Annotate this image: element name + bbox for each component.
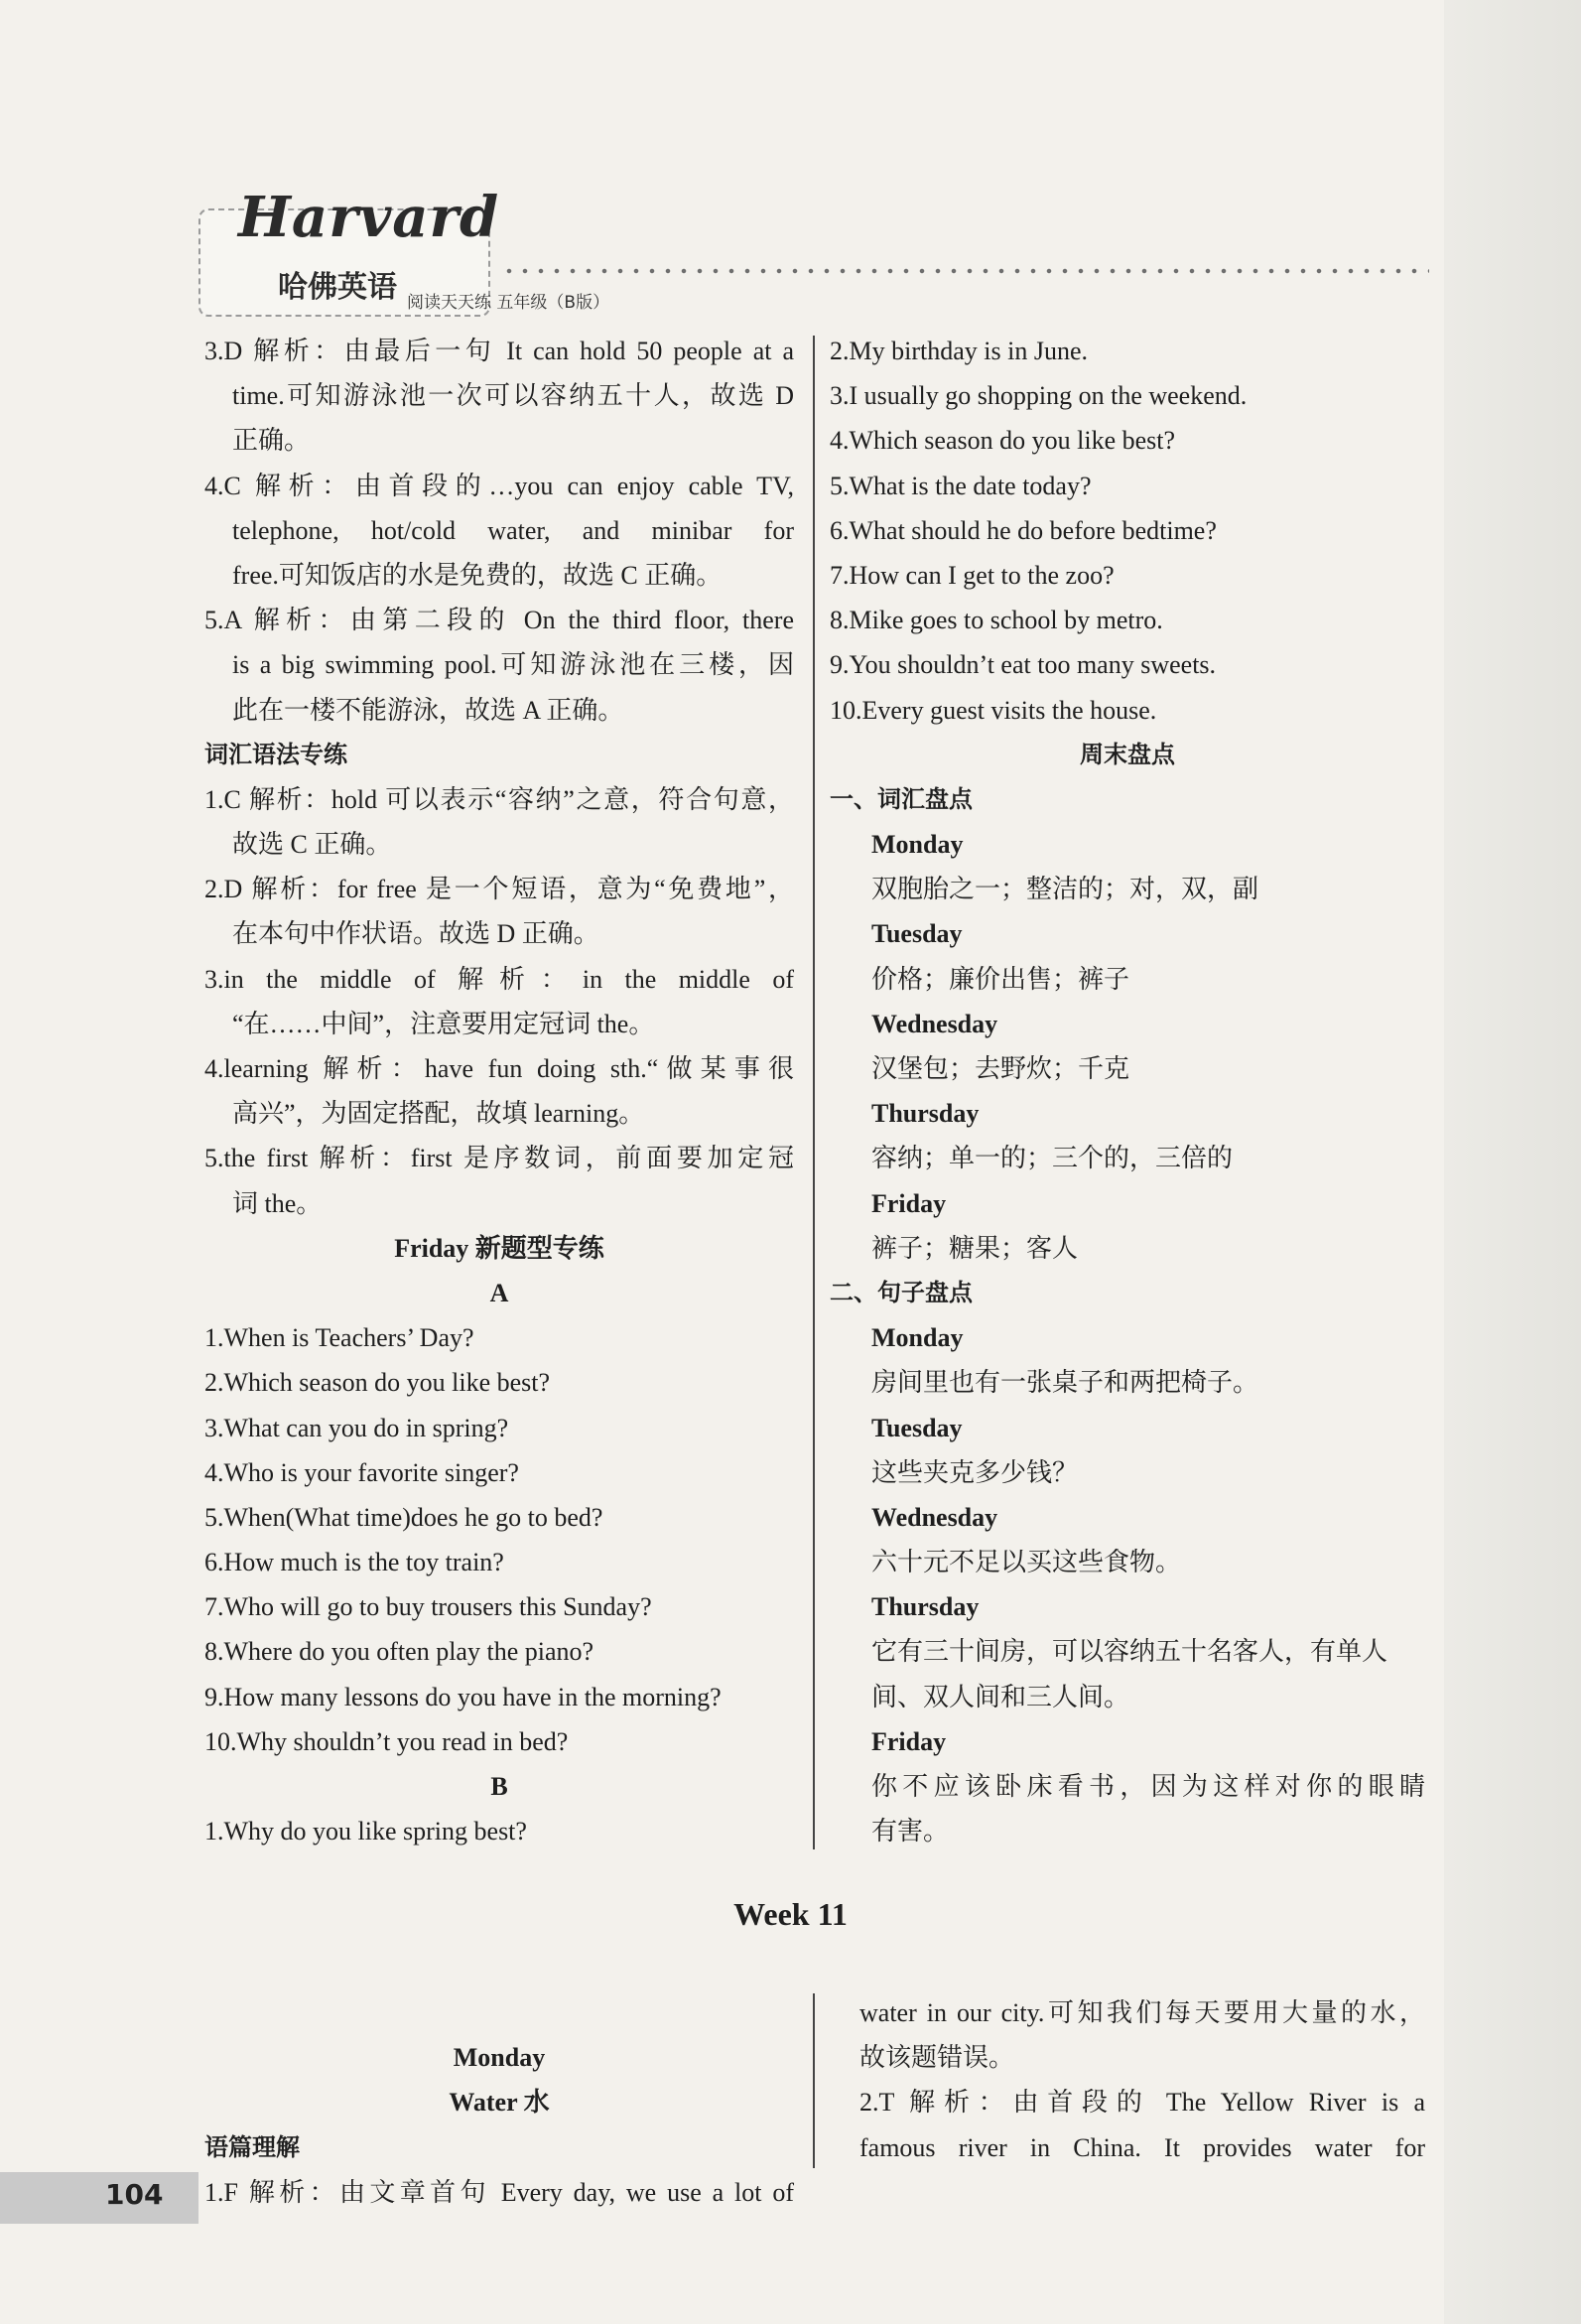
text-line: 3.What can you do in spring? [204,1413,509,1442]
text-line: 双胞胎之一；整洁的；对，双，副 [871,875,1259,904]
text-line: Monday [871,830,964,860]
text-line: Tuesday [871,919,963,949]
text-line: 9.You shouldn’t eat too many sweets. [830,650,1217,680]
text-line: 一、词汇盘点 [830,784,973,813]
text-line: 3.in the middle of 解析：in the middle of [204,964,794,994]
text-line: 5.What is the date today? [830,471,1092,500]
bottom-right-column [859,1990,1425,2170]
text-line: 5.When(What time)does he go to bed? [204,1502,603,1532]
text-line: 它有三十间房，可以容纳五十名客人，有单人 [871,1637,1388,1667]
text-line: 容纳；单一的；三个的，三倍的 [871,1144,1234,1173]
text-line: 3.I usually go shopping on the weekend. [830,381,1248,411]
text-line: “在……中间”，注意要用定冠词 the。 [232,1009,655,1038]
text-line: telephone, hot/cold water, and minibar for [232,515,794,545]
text-line: 7.How can I get to the zoo? [830,560,1115,590]
text-line: time.可知游泳池一次可以容纳五十人，故选 D [232,381,794,411]
text-line: 6.How much is the toy train? [204,1548,504,1577]
text-line: 5.the first 解析：first 是序数词，前面要加定冠 [204,1144,794,1173]
text-line: 8.Mike goes to school by metro. [830,606,1163,635]
text-line: 间、双人间和三人间。 [871,1682,1130,1711]
header-dotted-rule [501,268,1429,274]
text-line: 4.C 解析：由首段的…you can enjoy cable TV, [204,471,794,500]
text-line: Wednesday [871,1502,998,1532]
text-line: 此在一楼不能游泳，故选 A 正确。 [232,695,624,725]
text-line: free.可知饭店的水是免费的，故选 C 正确。 [232,560,723,590]
text-line: 你不应该卧床看书，因为这样对你的眼睛 [871,1772,1425,1801]
brand-cn: 哈佛英语 [278,270,397,305]
text-line: 房间里也有一张桌子和两把椅子。 [871,1368,1259,1398]
text-line: A [489,1278,509,1307]
text-line: 10.Why shouldn’t you read in bed? [204,1726,569,1756]
text-line: Water 水 [449,2088,550,2118]
text-line: 在本句中作状语。故选 D 正确。 [232,919,599,949]
text-line: 1.When is Teachers’ Day? [204,1323,474,1353]
text-line: water in our city.可知我们每天要用大量的水， [859,1998,1425,2027]
text-line: Wednesday [871,1009,998,1038]
page-edge [1444,0,1581,2324]
bottom-left-column [204,1990,794,2215]
text-line: 1.C 解析：hold 可以表示“容纳”之意，符合句意， [204,784,794,814]
text-line: Friday [871,1188,947,1218]
text-line: 裤子；糖果；客人 [871,1233,1079,1263]
text-line: 10.Every guest visits the house. [830,695,1157,725]
text-line: 2.My birthday is in June. [830,337,1088,365]
text-line: 9.How many lessons do you have in the morning? [204,1682,722,1711]
text-line: 2.D 解析：for free 是一个短语，意为“免费地”， [204,875,794,904]
text-line: 高兴”，为固定搭配，故填 learning。 [232,1099,645,1129]
text-line: 周末盘点 [1080,740,1175,768]
text-line: 有害。 [871,1817,950,1846]
text-line: Thursday [871,1592,980,1622]
text-line: 故该题错误。 [859,2043,1015,2073]
text-line: Friday 新题型专练 [394,1233,604,1263]
text-line: 4.learning 解析：have fun doing sth.“做某事很 [204,1054,794,1083]
text-line: Monday [871,1323,964,1353]
text-line: 故选 C 正确。 [232,830,392,860]
week-title: Week 11 [733,1896,848,1932]
text-line: 8.Where do you often play the piano? [204,1637,594,1667]
text-line: 二、句子盘点 [830,1278,973,1306]
text-line: Friday [871,1726,947,1756]
text-line: is a big swimming pool.可知游泳池在三楼，因 [232,650,794,680]
text-line: 六十元不足以买这些食物。 [871,1548,1182,1577]
text-line: 2.T 解析：由首段的 The Yellow River is a [859,2088,1425,2118]
text-line: 语篇理解 [204,2132,300,2161]
text-line [204,1990,794,2035]
text-line: 4.Which season do you like best? [830,426,1176,456]
tagline: 阅读天天练 五年级（B版） [407,293,610,313]
column-divider [813,336,815,1849]
text-line: 3.D 解析：由最后一句 It can hold 50 people at a [204,337,794,365]
header [198,185,610,318]
brand-logo: Harvard [238,185,500,250]
text-line: 5.A 解析：由第二段的 On the third floor, there [204,606,794,635]
text-line: 7.Who will go to buy trousers this Sunday? [204,1592,652,1622]
text-line: 价格；廉价出售；裤子 [871,964,1130,994]
column-divider-bottom [813,1993,815,2168]
text-line: famous river in China. It provides water for [859,2132,1425,2162]
text-line: 正确。 [232,426,311,456]
right-column [830,329,1425,1853]
text-line: 汉堡包；去野炊；千克 [871,1054,1130,1083]
text-line: B [490,1772,508,1801]
text-line: Monday [453,2043,546,2073]
text-line: Tuesday [871,1413,963,1442]
text-line: 词 the。 [232,1188,323,1218]
text-line: 4.Who is your favorite singer? [204,1457,519,1487]
text-line: 词汇语法专练 [204,740,347,768]
text-line: 1.F 解析：由文章首句 Every day, we use a lot of [204,2177,794,2207]
page-number-tab [0,2172,198,2224]
page-number: 104 [105,2178,164,2211]
text-line: 2.Which season do you like best? [204,1368,551,1398]
text-line: Thursday [871,1099,980,1129]
text-line: 6.What should he do before bedtime? [830,515,1217,545]
text-line: 1.Why do you like spring best? [204,1817,527,1846]
left-column [204,329,794,1853]
text-line: 这些夹克多少钱？ [871,1457,1079,1487]
